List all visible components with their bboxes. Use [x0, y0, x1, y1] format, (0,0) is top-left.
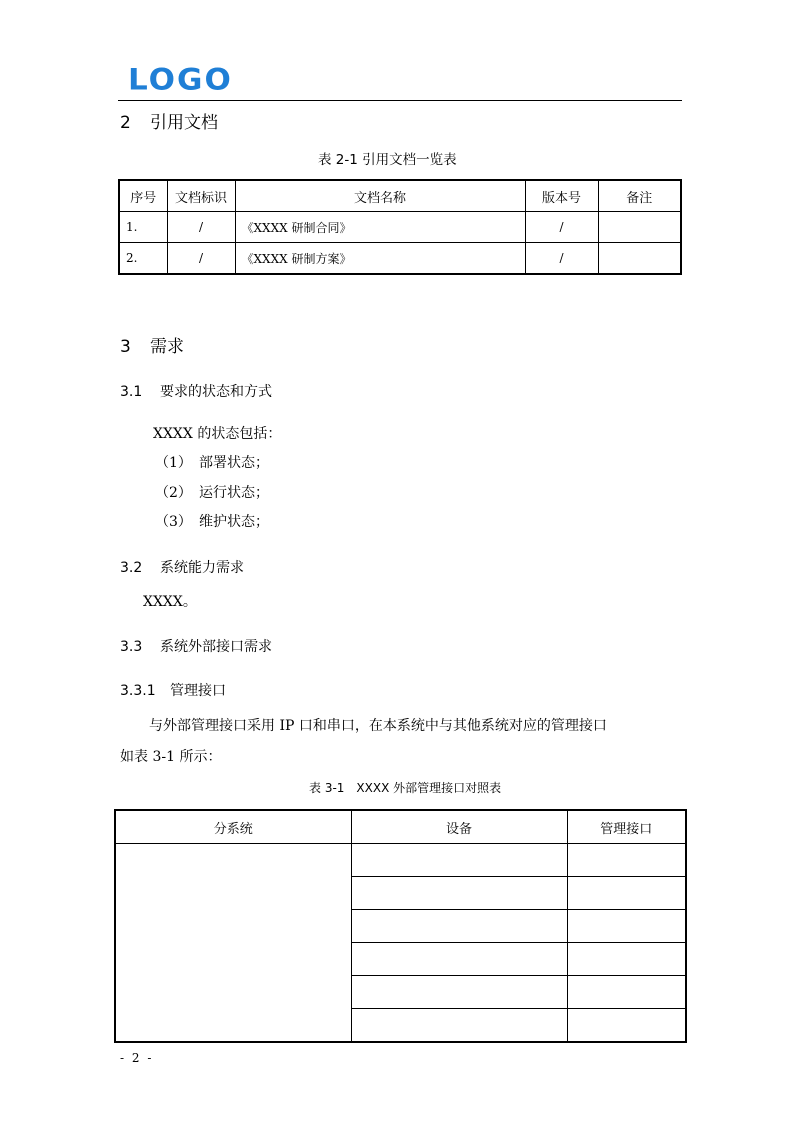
table-cell [351, 943, 567, 976]
list-marker: （3） [155, 514, 192, 530]
table-cell [351, 877, 567, 910]
header-cell: 文档名称 [235, 180, 525, 212]
section-number: 3.2 [120, 560, 143, 576]
section-title: 系统能力需求 [160, 560, 244, 576]
section-3-2-heading [120, 557, 244, 577]
table-3-1-caption: 表 3-1 XXXX 外部管理接口对照表 [309, 781, 502, 795]
section-number: 3.3.1 [120, 683, 156, 699]
company-logo: LOGO [128, 62, 233, 98]
list-text: 部署状态； [199, 455, 269, 471]
table-cell [351, 910, 567, 943]
section-title: 引用文档 [150, 113, 218, 133]
section-3-3-heading [120, 636, 272, 656]
management-interface-table [114, 809, 687, 1043]
table-cell: 1. [119, 212, 167, 243]
table-cell: 《XXXX 研制合同》 [235, 212, 525, 243]
table-cell [351, 1009, 567, 1043]
header-cell: 备注 [598, 180, 681, 212]
section-number: 3.3 [120, 639, 143, 655]
table-cell: / [167, 212, 235, 243]
table-cell: 《XXXX 研制方案》 [235, 243, 525, 275]
list-item [155, 452, 269, 472]
header-cell: 设备 [351, 810, 567, 844]
header-cell: 文档标识 [167, 180, 235, 212]
table-cell: 2. [119, 243, 167, 275]
section-number: 2 [120, 113, 131, 133]
table-row [119, 243, 681, 275]
section-title: 管理接口 [170, 683, 226, 699]
list-item [155, 511, 269, 531]
states-intro: XXXX 的状态包括： [153, 426, 282, 442]
table-cell [351, 976, 567, 1009]
header-cell: 版本号 [525, 180, 598, 212]
header-cell: 分系统 [115, 810, 351, 844]
list-text: 维护状态； [199, 514, 269, 530]
section-3-3-1-heading [120, 680, 226, 700]
paragraph-line: 如表 3-1 所示： [120, 749, 222, 765]
section-title: 系统外部接口需求 [160, 639, 272, 655]
table-cell [598, 243, 681, 275]
capability-text: XXXX。 [143, 594, 197, 610]
table-cell [351, 844, 567, 877]
section-title: 需求 [150, 337, 184, 357]
list-marker: （1） [155, 455, 192, 471]
section-number: 3 [120, 337, 131, 357]
table-row [119, 212, 681, 243]
table-cell [567, 976, 686, 1009]
table-cell: / [525, 212, 598, 243]
header-divider [118, 100, 682, 101]
list-item [155, 482, 269, 502]
section-3-1-heading [120, 381, 272, 401]
table-header-row [119, 180, 681, 212]
section-2-heading [120, 108, 218, 133]
table-cell [567, 877, 686, 910]
list-marker: （2） [155, 485, 192, 501]
table-cell [567, 910, 686, 943]
subsystem-cell [115, 844, 351, 1043]
section-title: 要求的状态和方式 [160, 384, 272, 400]
header-cell: 管理接口 [567, 810, 686, 844]
table-cell [567, 943, 686, 976]
table-header-row [115, 810, 686, 844]
table-cell [598, 212, 681, 243]
reference-documents-table [118, 179, 682, 275]
table-2-1-caption: 表 2-1 引用文档一览表 [318, 152, 457, 168]
list-text: 运行状态； [199, 485, 269, 501]
section-3-heading [120, 332, 184, 357]
paragraph-line: 与外部管理接口采用 IP 口和串口，在本系统中与其他系统对应的管理接口 [149, 718, 607, 734]
page-number: - 2 - [120, 1051, 154, 1065]
table-cell [567, 1009, 686, 1043]
header-cell: 序号 [119, 180, 167, 212]
section-number: 3.1 [120, 384, 143, 400]
table-cell: / [167, 243, 235, 275]
table-cell [567, 844, 686, 877]
table-cell: / [525, 243, 598, 275]
table-row [115, 844, 686, 877]
